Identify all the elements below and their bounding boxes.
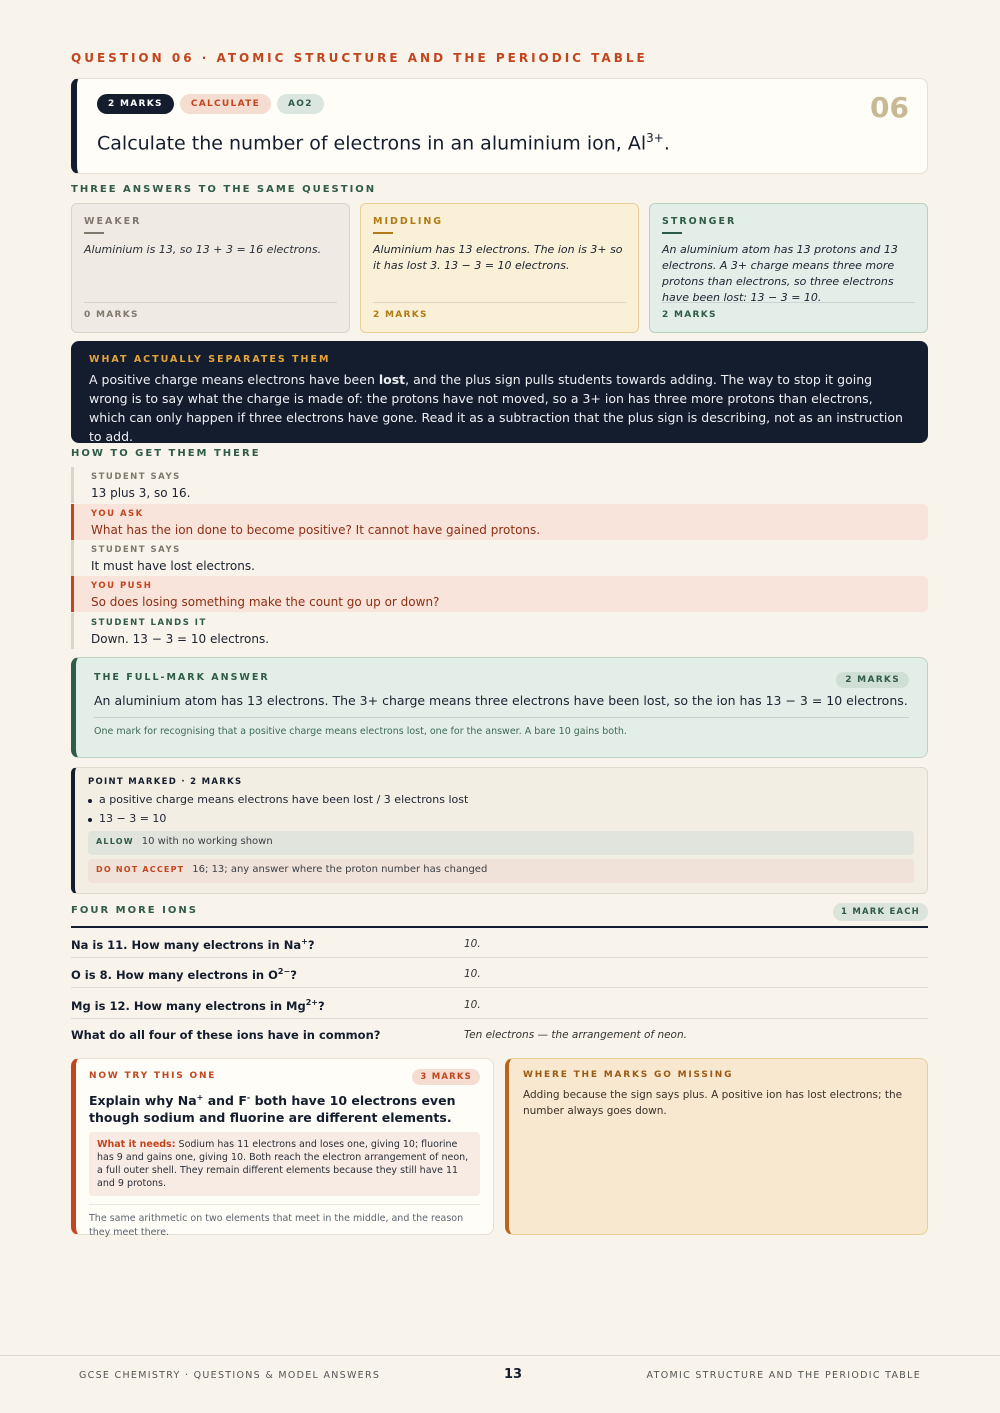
middling-marks: 2 MARKS: [373, 302, 626, 320]
what-it-needs-box: What it needs: Sodium has 11 electrons and loses one, giving 10; fluorine has 9 and gains one, giving 10. Both reach the electron arrangement of neon, a full outer shell. They remain different elements because they still have 11 and 9 protons.: [89, 1132, 480, 1196]
four-more-heading: FOUR MORE IONS: [71, 905, 198, 916]
middling-answer-card: [360, 203, 639, 333]
separates-label: WHAT ACTUALLY SEPARATES THEM: [89, 354, 331, 365]
ion-question: What do all four of these ions have in common?: [71, 1028, 381, 1042]
allow-row: [88, 831, 914, 855]
ion-question-row: [71, 1019, 928, 1049]
dialogue-turn: [71, 504, 928, 540]
allow-label: ALLOW: [96, 837, 134, 846]
ion-question: Mg is 12. How many electrons in $Mg^{2+}$?: [71, 998, 325, 1013]
do-not-accept-label: DO NOT ACCEPT: [96, 865, 185, 874]
weaker-answer-card: [71, 203, 350, 333]
ion-question-row: [71, 958, 928, 988]
command-word-chip: CALCULATE: [180, 94, 271, 114]
question-chips: [97, 94, 324, 114]
question-text: Calculate the number of electrons in an aluminium ion, $Al^{3+}$.: [97, 131, 670, 155]
middling-label: MIDDLING: [373, 216, 444, 227]
try-this-question: Explain why Na+ and F- both have 10 electrons even though sodium and fluorine are different elements.: [89, 1093, 456, 1126]
do-not-accept-text: 16; 13; any answer where the proton number has changed: [192, 864, 488, 875]
footer-left: GCSE CHEMISTRY · QUESTIONS & MODEL ANSWERS: [79, 1370, 381, 1381]
question-card: [71, 78, 928, 174]
point-marked-label: POINT MARKED · 2 MARKS: [88, 777, 243, 787]
middling-answer-text: Aluminium has 13 electrons. The ion is 3+ so it has lost 3. 13 − 3 = 10 electrons.: [373, 243, 623, 272]
marks-chip: 2 MARKS: [97, 94, 174, 114]
try-this-card: [71, 1058, 494, 1239]
separates-panel: [71, 341, 928, 443]
dialogue-turn: [71, 613, 928, 649]
speech-text: What has the ion done to become positive? It cannot have gained protons.: [91, 523, 541, 537]
stronger-label: STRONGER: [662, 216, 737, 227]
full-mark-answer-card: [71, 657, 928, 758]
stronger-answer-card: [649, 203, 928, 333]
separates-text: A positive charge means electrons have been lost, and the plus sign pulls students towards adding. The way to stop it going wrong is to say what the charge is made of: the protons have not moved, so a 3+ ion has three more protons than electrons, which can only happen if three electrons have gone. Read it as a subtraction that the plus sign is describing, not as an instruction to add.: [89, 372, 903, 444]
page-kicker: QUESTION 06 · ATOMIC STRUCTURE AND THE PERIODIC TABLE: [71, 51, 648, 65]
assessment-objective-chip: AO2: [277, 94, 324, 114]
ion-question: Na is 11. How many electrons in Na+?: [71, 937, 315, 952]
mark-point: 13 − 3 = 10: [88, 812, 914, 825]
try-this-footnote: The same arithmetic on two elements that meet in the middle, and the reason they meet there.: [89, 1204, 480, 1240]
label-underline: [84, 232, 104, 234]
stronger-answer-text: An aluminium atom has 13 protons and 13 electrons. A 3+ charge means three more protons than electrons, so three electrons have been lost: 13 − 3 = 10.: [662, 243, 898, 304]
answers-heading: THREE ANSWERS TO THE SAME QUESTION: [71, 184, 377, 195]
weaker-answer-text: Aluminium is 13, so 13 + 3 = 16 electrons.: [84, 243, 322, 256]
dialogue-turn: [71, 467, 928, 503]
speech-text: So does losing something make the count go up or down?: [91, 595, 440, 609]
weaker-marks: 0 MARKS: [84, 302, 337, 320]
ion-answer: Ten electrons — the arrangement of neon.: [464, 1029, 687, 1041]
marks-missing-text: Adding because the sign says plus. A positive ion has lost electrons; the number always goes down.: [523, 1089, 903, 1117]
four-more-pill: 1 MARK EACH: [833, 903, 928, 921]
speaker-label: YOU ASK: [91, 509, 144, 519]
try-this-label: NOW TRY THIS ONE: [89, 1071, 217, 1081]
full-mark-text: An aluminium atom has 13 electrons. The 3+ charge means three electrons have been lost, so the ion has 13 − 3 = 10 electrons.: [94, 693, 908, 708]
marks-missing-card: [505, 1058, 928, 1235]
footer-right: ATOMIC STRUCTURE AND THE PERIODIC TABLE: [646, 1370, 921, 1381]
speaker-label: YOU PUSH: [91, 581, 153, 591]
ion-answer: 10.: [464, 938, 481, 950]
ion-question: O is 8. How many electrons in $O^{2-}$?: [71, 967, 297, 982]
ion-question-row: [71, 989, 928, 1019]
label-underline: [373, 232, 393, 234]
speech-text: 13 plus 3, so 16.: [91, 486, 191, 500]
full-mark-note: One mark for recognising that a positive charge means electrons lost, one for the answer. A bare 10 gains both.: [94, 717, 909, 737]
mark-points-list: [88, 793, 914, 825]
page-footer: [0, 1355, 1000, 1413]
stronger-marks: 2 MARKS: [662, 302, 915, 320]
dialogue-heading: HOW TO GET THEM THERE: [71, 448, 261, 459]
weaker-label: WEAKER: [84, 216, 142, 227]
point-marked-panel: [71, 767, 928, 894]
speech-text: It must have lost electrons.: [91, 559, 255, 573]
allow-text: 10 with no working shown: [141, 836, 273, 847]
label-underline: [662, 232, 682, 234]
page-number: 13: [504, 1367, 523, 1382]
do-not-accept-row: [88, 859, 914, 883]
full-mark-pill: 2 MARKS: [836, 672, 909, 688]
speaker-label: STUDENT LANDS IT: [91, 618, 207, 628]
speaker-label: STUDENT SAYS: [91, 472, 181, 482]
ion-answer: 10.: [464, 999, 481, 1011]
question-number: 06: [870, 91, 909, 124]
speaker-label: STUDENT SAYS: [91, 545, 181, 555]
mark-point: a positive charge means electrons have been lost / 3 electrons lost: [88, 793, 914, 806]
marks-missing-label: WHERE THE MARKS GO MISSING: [523, 1070, 734, 1080]
try-this-pill: 3 MARKS: [412, 1069, 480, 1085]
dialogue-turn: [71, 576, 928, 612]
ion-question-row: [71, 928, 928, 958]
dialogue-turn: [71, 540, 928, 576]
full-mark-label: THE FULL-MARK ANSWER: [94, 672, 270, 683]
ion-answer: 10.: [464, 968, 481, 980]
speech-text: Down. 13 − 3 = 10 electrons.: [91, 632, 270, 646]
